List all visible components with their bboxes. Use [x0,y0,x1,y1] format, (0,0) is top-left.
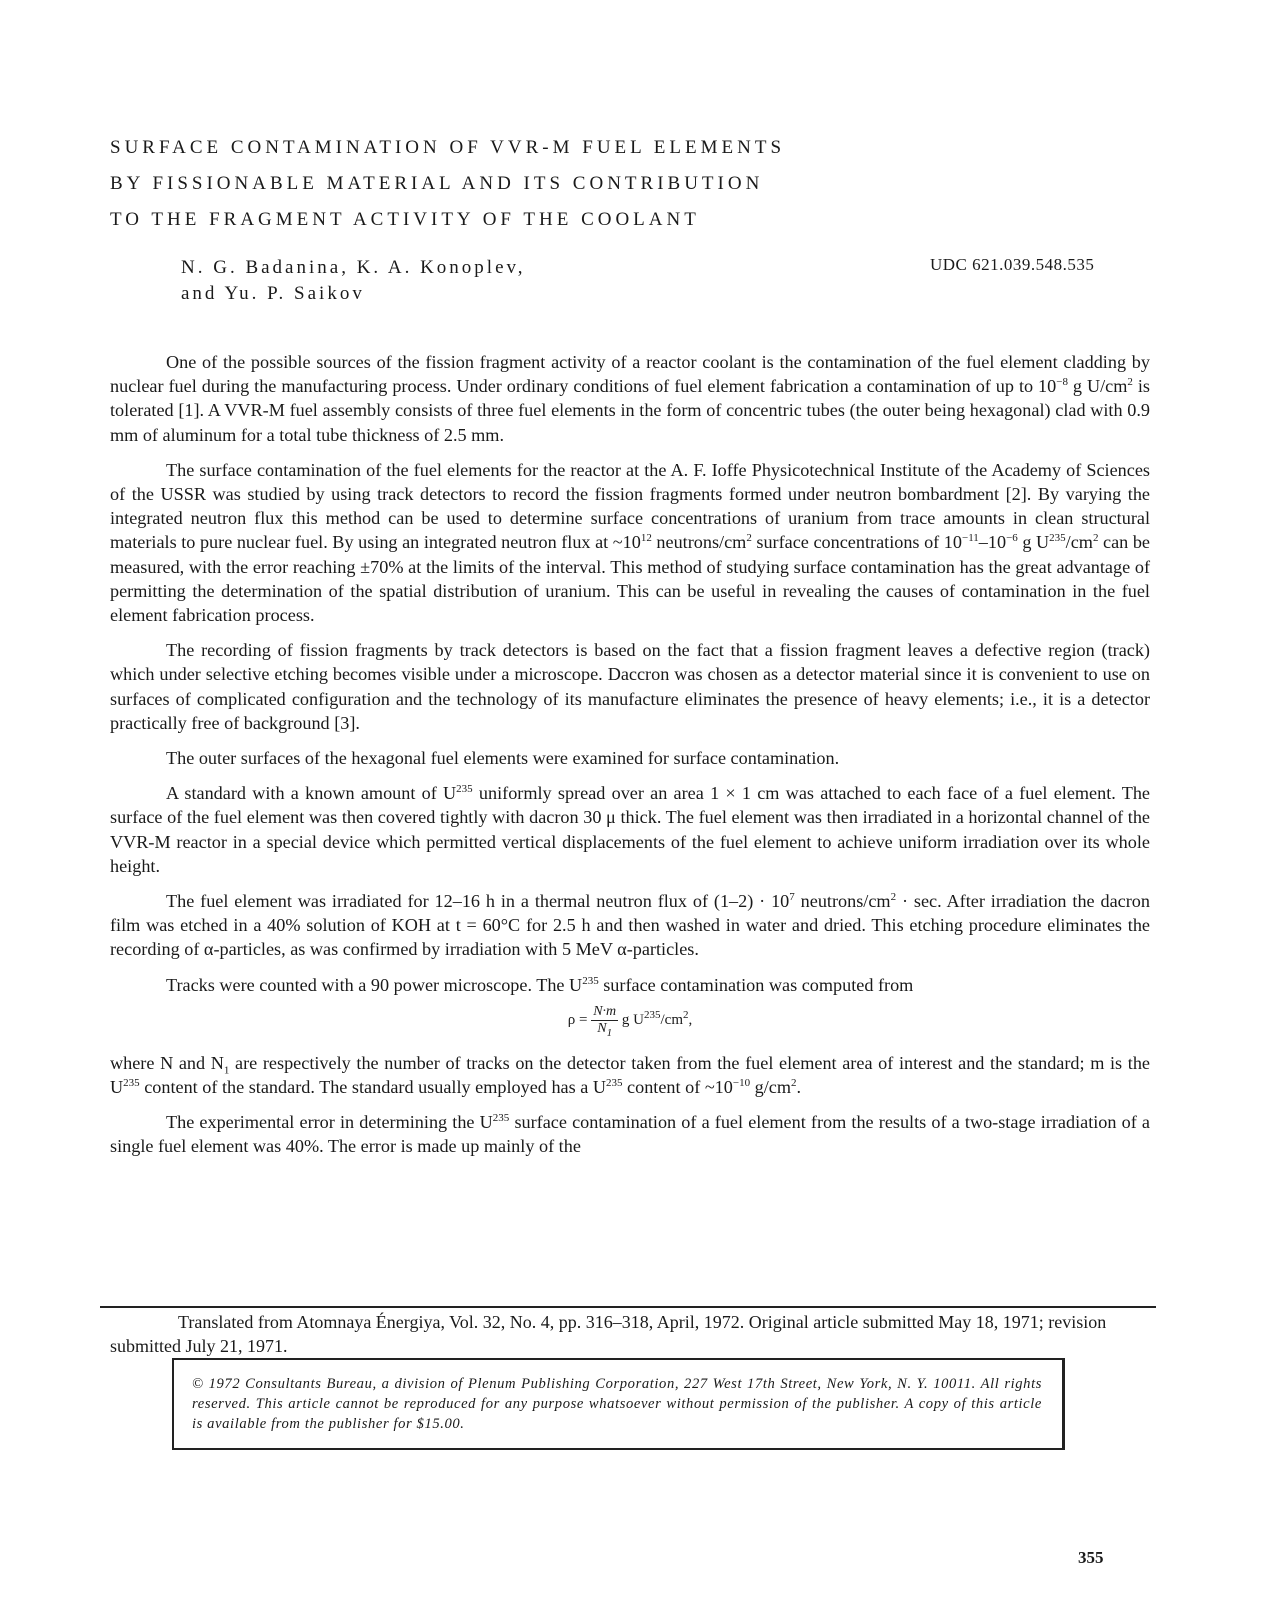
subscript: 1 [223,1064,230,1077]
superscript: 235 [582,974,599,987]
paragraph-4: The outer surfaces of the hexagonal fuel elements were examined for surface contamination. [166,748,840,769]
paragraph-3: The recording of fission fragments by track detectors is based on the fact that a fission fragment leaves a defective region (track) which under selective etching becomes visible under a microscope. Daccron was chosen as a detector material since it is convenient to use on surfaces of complicated configuration and the technology of its manufacture eliminates the presence of heavy elements; i.e., it is a detector practically free of background [3]. [110,640,1150,733]
superscript: −6 [1006,532,1018,545]
superscript: 2 [890,891,897,903]
text-run: neutrons/cm [651,532,747,553]
text-run: g U/cm [1067,376,1128,397]
article-title [110,130,1010,238]
text-run: N [597,1020,607,1036]
fraction-numerator: N·m [593,1003,617,1019]
text-run: /cm [1065,532,1093,553]
superscript: 235 [456,783,473,796]
text-run: · sec. After irradiation the dacron film was etched in a 40% solution of KOH at t = 60°C for 2.5 h and then washed in water and dried. This etching procedure eliminates the recording of α-particles, as was confirmed by irradiation with 5 MeV α-particles. [110,891,1150,960]
text-run: can be measured, with the error reaching ±70% at the limits of the interval. This method of studying surface contamination has the great advantage of permitting the determination of the spatial distribution of uranium. This can be useful in revealing the causes of contamination in the fuel element fabrication process. [110,532,1150,626]
paragraph-2 [110,458,1150,627]
paragraph-7 [110,973,1150,997]
article-body [110,350,1150,1170]
density-formula [110,1004,1150,1037]
superscript: 7 [789,891,795,903]
text-run: surface contamination of a fuel element from the results of a two-stage irradiation of a single fuel element was 40%. The error is made up mainly of the [110,1112,1151,1157]
text-run: . [796,1077,802,1098]
authors [181,255,526,307]
text-run: content of the standard. The standard usually employed has a U [139,1077,606,1098]
text-run: content of ~10 [622,1077,733,1098]
text-run: are respectively the number of tracks on the detector taken from the fuel element area of interest and the standard; m is the U [110,1052,1150,1098]
udc-code: UDC 621.039.548.535 [930,255,1095,274]
superscript: 235 [644,1008,661,1021]
copyright-box [172,1358,1065,1450]
text-run: –10 [978,532,1007,553]
title-line: TO THE FRAGMENT ACTIVITY OF THE COOLANT [110,209,700,230]
superscript: −8 [1056,376,1068,389]
fraction-denominator [591,1021,618,1037]
text-run: The fuel element was irradiated for 12–16 h in a thermal neutron flux of (1–2) · 10 [166,891,790,912]
text-run: uniformly spread over an area 1 × 1 cm was attached to each face of a fuel element. The surface of the fuel element was then covered tightly with dacron 30 μ thick. The fuel element was then irradiated in a horizontal channel of the VVR-M reactor in a special device which permitted vertical displacements of the fuel element to achieve uniform irradiation over its whole height. [110,783,1150,876]
superscript: 235 [123,1077,140,1090]
text-run: g U [1017,532,1050,553]
page-number: 355 [1078,1548,1104,1567]
superscript: 12 [640,532,652,545]
formula-fraction [591,1004,618,1037]
superscript: −11 [962,532,979,545]
paragraph-8 [110,1051,1150,1099]
text-run: , [688,1011,693,1028]
text-run: The experimental error in determining the U [166,1112,493,1133]
title-line: SURFACE CONTAMINATION OF VVR-M FUEL ELEMENTS [110,137,786,158]
authors-line: and Yu. P. Saikov [181,283,365,304]
superscript: 2 [1092,532,1099,545]
superscript: 2 [746,532,752,545]
title-line: BY FISSIONABLE MATERIAL AND ITS CONTRIBUTION [110,173,764,194]
formula-lhs: ρ = [567,1011,592,1028]
text-run: where N and N [110,1052,224,1073]
superscript: 2 [791,1077,797,1090]
superscript: −10 [732,1077,751,1090]
paragraph-9 [110,1110,1150,1158]
footnote-divider [100,1306,1156,1308]
text-run: The surface contamination of the fuel elements for the reactor at the A. F. Ioffe Physicotechnical Institute of the Academy of Sciences of the USSR was studied by using track detectors to record the fission fragments formed under neutron bombardment [2]. By varying the integrated neutron flux this method can be used to determine surface concentrations of uranium from trace amounts in clean structural materials to pure nuclear fuel. By using an integrated neutron flux at ~10 [110,459,1150,553]
subscript: 1 [606,1026,613,1039]
text-run: surface contamination was computed from [598,974,914,995]
text-run: A standard with a known amount of U [166,783,457,804]
text-run: surface concentrations of 10 [751,532,962,553]
text-run: /cm [660,1011,683,1028]
text-run: neutrons/cm [794,891,891,912]
superscript: 235 [606,1077,623,1090]
text-run: One of the possible sources of the fission fragment activity of a reactor coolant is the contamination of the fuel element cladding by nuclear fuel during the manufacturing process. Under ordinary conditions of fuel element fabrication a contamination of up to 10 [110,352,1150,397]
paragraph-6 [110,889,1150,962]
text-run: Tracks were counted with a 90 power microscope. The U [166,974,583,995]
superscript: 235 [492,1112,510,1125]
translation-note: Translated from Atomnaya Énergiya, Vol. 32, No. 4, pp. 316–318, April, 1972. Original article submitted May 18, 1971; revision submitted July 21, 1971. [110,1312,1107,1356]
paragraph-1 [110,350,1150,447]
paragraph-5 [110,781,1150,878]
superscript: 2 [1127,376,1133,389]
superscript: 2 [683,1008,689,1021]
text-run: g/cm [750,1077,791,1098]
copyright-text: © 1972 Consultants Bureau, a division of Plenum Publishing Corporation, 227 West 17th Street, New York, N. Y. 10011. All rights reserved. This article cannot be reproduced for any purpose whatsoever without permission of the publisher. A copy of this article is available from the publisher for $15.00. [192,1376,1042,1432]
superscript: 235 [1049,532,1066,545]
text-run: g U [618,1011,644,1028]
text-run: is tolerated [1]. A VVR-M fuel assembly consists of three fuel elements in the form of concentric tubes (the outer being hexagonal) clad with 0.9 mm of aluminum for a total tube thickness of 2.5 mm. [110,376,1150,445]
authors-line: N. G. Badanina, K. A. Konoplev, [181,257,526,278]
